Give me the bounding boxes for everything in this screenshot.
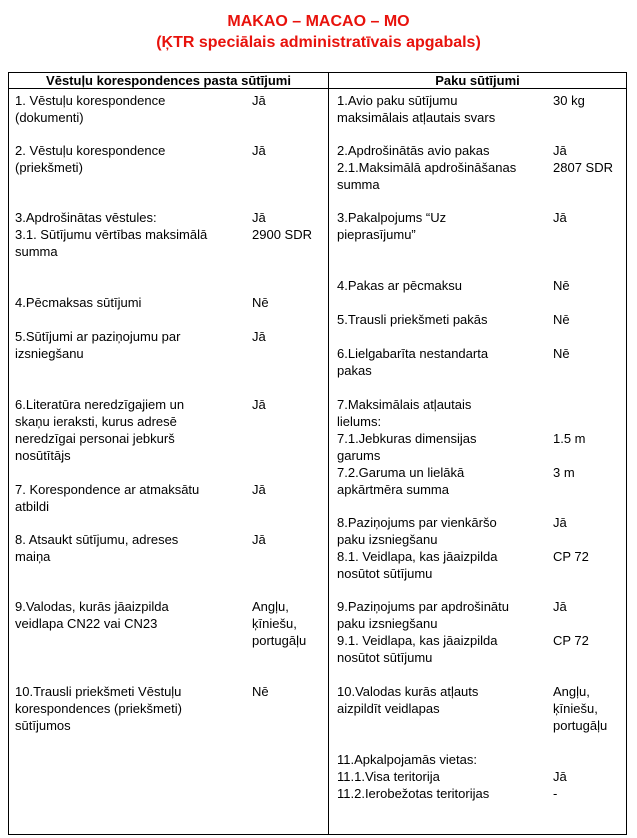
value-line: 30 kg xyxy=(553,93,585,108)
left-row-2-label xyxy=(15,142,165,176)
right-row-2-label xyxy=(337,142,516,193)
left-row-9-label xyxy=(15,598,169,632)
right-row-11-value xyxy=(553,751,567,802)
left-row-3-label xyxy=(15,209,207,260)
right-row-1-value xyxy=(553,92,585,109)
right-row-4-label xyxy=(337,277,462,294)
value-line: Jā xyxy=(252,143,266,158)
left-column-header: Vēstuļu korespondences pasta sūtījumi xyxy=(46,73,291,88)
value-line xyxy=(553,615,589,632)
right-row-8-value xyxy=(553,514,589,565)
right-row-3-label xyxy=(337,209,446,243)
value-line: Jā xyxy=(252,329,266,344)
value-line: Nē xyxy=(252,295,269,310)
label-line: apkārtmēra summa xyxy=(337,482,449,497)
page-subtitle: (ĶTR speciālais administratīvais apgabals) xyxy=(156,34,481,51)
left-row-4-value xyxy=(252,294,269,311)
label-line: neredzīgai personai jebkurš xyxy=(15,431,175,446)
left-row-10-label xyxy=(15,683,182,734)
label-line: 5.Sūtījumi ar paziņojumu par xyxy=(15,329,181,344)
label-line: 11.Apkalpojamās vietas: xyxy=(337,752,477,767)
left-row-2-value xyxy=(252,142,266,159)
right-row-6-value xyxy=(553,345,570,362)
right-row-10-label xyxy=(337,683,478,717)
label-line: korespondences (priekšmeti) xyxy=(15,701,182,716)
value-line: Nē xyxy=(553,278,570,293)
label-line: paku izsniegšanu xyxy=(337,532,438,547)
value-line: - xyxy=(553,786,558,801)
label-line: (dokumenti) xyxy=(15,110,84,125)
label-line: 9.Valodas, kurās jāaizpilda xyxy=(15,599,169,614)
label-line: 3.1. Sūtījumu vērtības maksimālā xyxy=(15,227,208,242)
label-line: 8. Atsaukt sūtījumu, adreses xyxy=(15,532,179,547)
label-line: 5.Trausli priekšmeti pakās xyxy=(337,312,488,327)
value-line: Jā xyxy=(553,599,567,614)
label-line: nosūtot sūtījumu xyxy=(337,650,433,665)
value-line: Nē xyxy=(553,346,570,361)
right-row-8-label xyxy=(337,514,497,582)
label-line: 3.Pakalpojums “Uz xyxy=(337,210,447,225)
label-line: 7. Korespondence ar atmaksātu xyxy=(15,482,200,497)
label-line: aizpildīt veidlapas xyxy=(337,701,440,716)
left-row-6-label xyxy=(15,396,184,464)
label-line: 6.Literatūra neredzīgajiem un xyxy=(15,397,185,412)
label-line: (priekšmeti) xyxy=(15,160,83,175)
left-row-4-label xyxy=(15,294,141,311)
label-line: 9.1. Veidlapa, kas jāaizpilda xyxy=(337,633,498,648)
label-line: nosūtītājs xyxy=(15,448,71,463)
left-row-7-value xyxy=(252,481,266,498)
label-line: 7.1.Jebkuras dimensijas xyxy=(337,431,477,446)
label-line: maksimālais atļautais svars xyxy=(337,110,496,125)
left-row-5-label xyxy=(15,328,180,362)
label-line: 2. Vēstuļu korespondence xyxy=(15,143,166,158)
label-line: garums xyxy=(337,448,381,463)
page-title: MAKAO – MACAO – MO xyxy=(227,13,410,30)
label-line: veidlapa CN22 vai CN23 xyxy=(15,616,158,631)
label-line: atbildi xyxy=(15,499,49,514)
value-line: Jā xyxy=(252,397,266,412)
label-line: 1.Avio paku sūtījumu xyxy=(337,93,458,108)
value-line: portugāļu xyxy=(553,718,608,733)
label-line: nosūtot sūtījumu xyxy=(337,566,433,581)
value-line: Jā xyxy=(553,769,567,784)
value-line: ķīniešu, xyxy=(553,701,598,716)
left-row-3-value xyxy=(252,209,312,243)
value-line: Jā xyxy=(553,515,567,530)
value-line: Jā xyxy=(252,210,266,225)
label-line: 4.Pakas ar pēcmaksu xyxy=(337,278,463,293)
label-line: maiņa xyxy=(15,549,51,564)
label-line: 4.Pēcmaksas sūtījumi xyxy=(15,295,142,310)
label-line: 10.Valodas kurās atļauts xyxy=(337,684,479,699)
left-row-10-value xyxy=(252,683,269,700)
left-row-1-label xyxy=(15,92,165,126)
left-row-5-value xyxy=(252,328,266,345)
right-row-5-value xyxy=(553,311,570,328)
value-line: Jā xyxy=(252,93,266,108)
label-line: 11.2.Ierobežotas teritorijas xyxy=(337,786,490,801)
value-line xyxy=(553,413,586,430)
value-line xyxy=(553,531,589,548)
value-line xyxy=(553,447,586,464)
left-row-7-label xyxy=(15,481,199,515)
value-line xyxy=(553,751,567,768)
label-line: 6.Lielgabarīta nestandarta xyxy=(337,346,489,361)
label-line: paku izsniegšanu xyxy=(337,616,438,631)
label-line: sūtījumos xyxy=(15,718,71,733)
left-row-6-value xyxy=(252,396,266,413)
value-line: Jā xyxy=(252,482,266,497)
label-line: 7.Maksimālais atļautais xyxy=(337,397,472,412)
left-row-8-label xyxy=(15,531,178,565)
label-line: 1. Vēstuļu korespondence xyxy=(15,93,166,108)
right-row-6-label xyxy=(337,345,488,379)
value-line: Angļu, xyxy=(252,599,289,614)
value-line: 3 m xyxy=(553,465,575,480)
label-line: 9.Paziņojums par apdrošinātu xyxy=(337,599,509,614)
label-line: lielums: xyxy=(337,414,382,429)
value-line: Nē xyxy=(252,684,269,699)
right-column-header: Paku sūtījumi xyxy=(435,73,520,88)
label-line: izsniegšanu xyxy=(15,346,84,361)
value-line: 2807 SDR xyxy=(553,160,613,175)
value-line: Jā xyxy=(553,143,567,158)
column-divider xyxy=(328,73,329,834)
label-line: pakas xyxy=(337,363,372,378)
left-row-1-value xyxy=(252,92,266,109)
right-row-7-label xyxy=(337,396,476,498)
value-line: Nē xyxy=(553,312,570,327)
label-line: 10.Trausli priekšmeti Vēstuļu xyxy=(15,684,182,699)
value-line xyxy=(553,396,586,413)
value-line: 2900 SDR xyxy=(252,227,312,242)
value-line: Angļu, xyxy=(553,684,590,699)
label-line: 7.2.Garuma un lielākā xyxy=(337,465,465,480)
right-row-3-value xyxy=(553,209,567,226)
label-line: 11.1.Visa teritorija xyxy=(337,769,440,784)
label-line: summa xyxy=(15,244,58,259)
value-line: 1.5 m xyxy=(553,431,586,446)
label-line: 3.Apdrošinātas vēstules: xyxy=(15,210,157,225)
label-line: pieprasījumu” xyxy=(337,227,416,242)
value-line: CP 72 xyxy=(553,549,589,564)
left-row-9-value xyxy=(252,598,306,649)
right-row-11-label xyxy=(337,751,489,802)
label-line: 2.1.Maksimālā apdrošināšanas xyxy=(337,160,517,175)
left-row-8-value xyxy=(252,531,266,548)
label-line: skaņu ieraksti, kurus adresē xyxy=(15,414,177,429)
label-line: 8.1. Veidlapa, kas jāaizpilda xyxy=(337,549,498,564)
header-rule xyxy=(9,88,626,89)
value-line: CP 72 xyxy=(553,633,589,648)
value-line: ķīniešu, xyxy=(252,616,297,631)
right-row-7-value xyxy=(553,396,586,481)
value-line: Jā xyxy=(252,532,266,547)
right-row-5-label xyxy=(337,311,488,328)
right-row-4-value xyxy=(553,277,570,294)
right-row-2-value xyxy=(553,142,613,176)
label-line: 2.Apdrošinātās avio pakas xyxy=(337,143,490,158)
right-row-9-label xyxy=(337,598,509,666)
right-row-9-value xyxy=(553,598,589,649)
label-line: summa xyxy=(337,177,380,192)
value-line: portugāļu xyxy=(252,633,307,648)
value-line: Jā xyxy=(553,210,567,225)
right-row-1-label xyxy=(337,92,495,126)
right-row-10-value xyxy=(553,683,607,734)
label-line: 8.Paziņojums par vienkāršo xyxy=(337,515,497,530)
